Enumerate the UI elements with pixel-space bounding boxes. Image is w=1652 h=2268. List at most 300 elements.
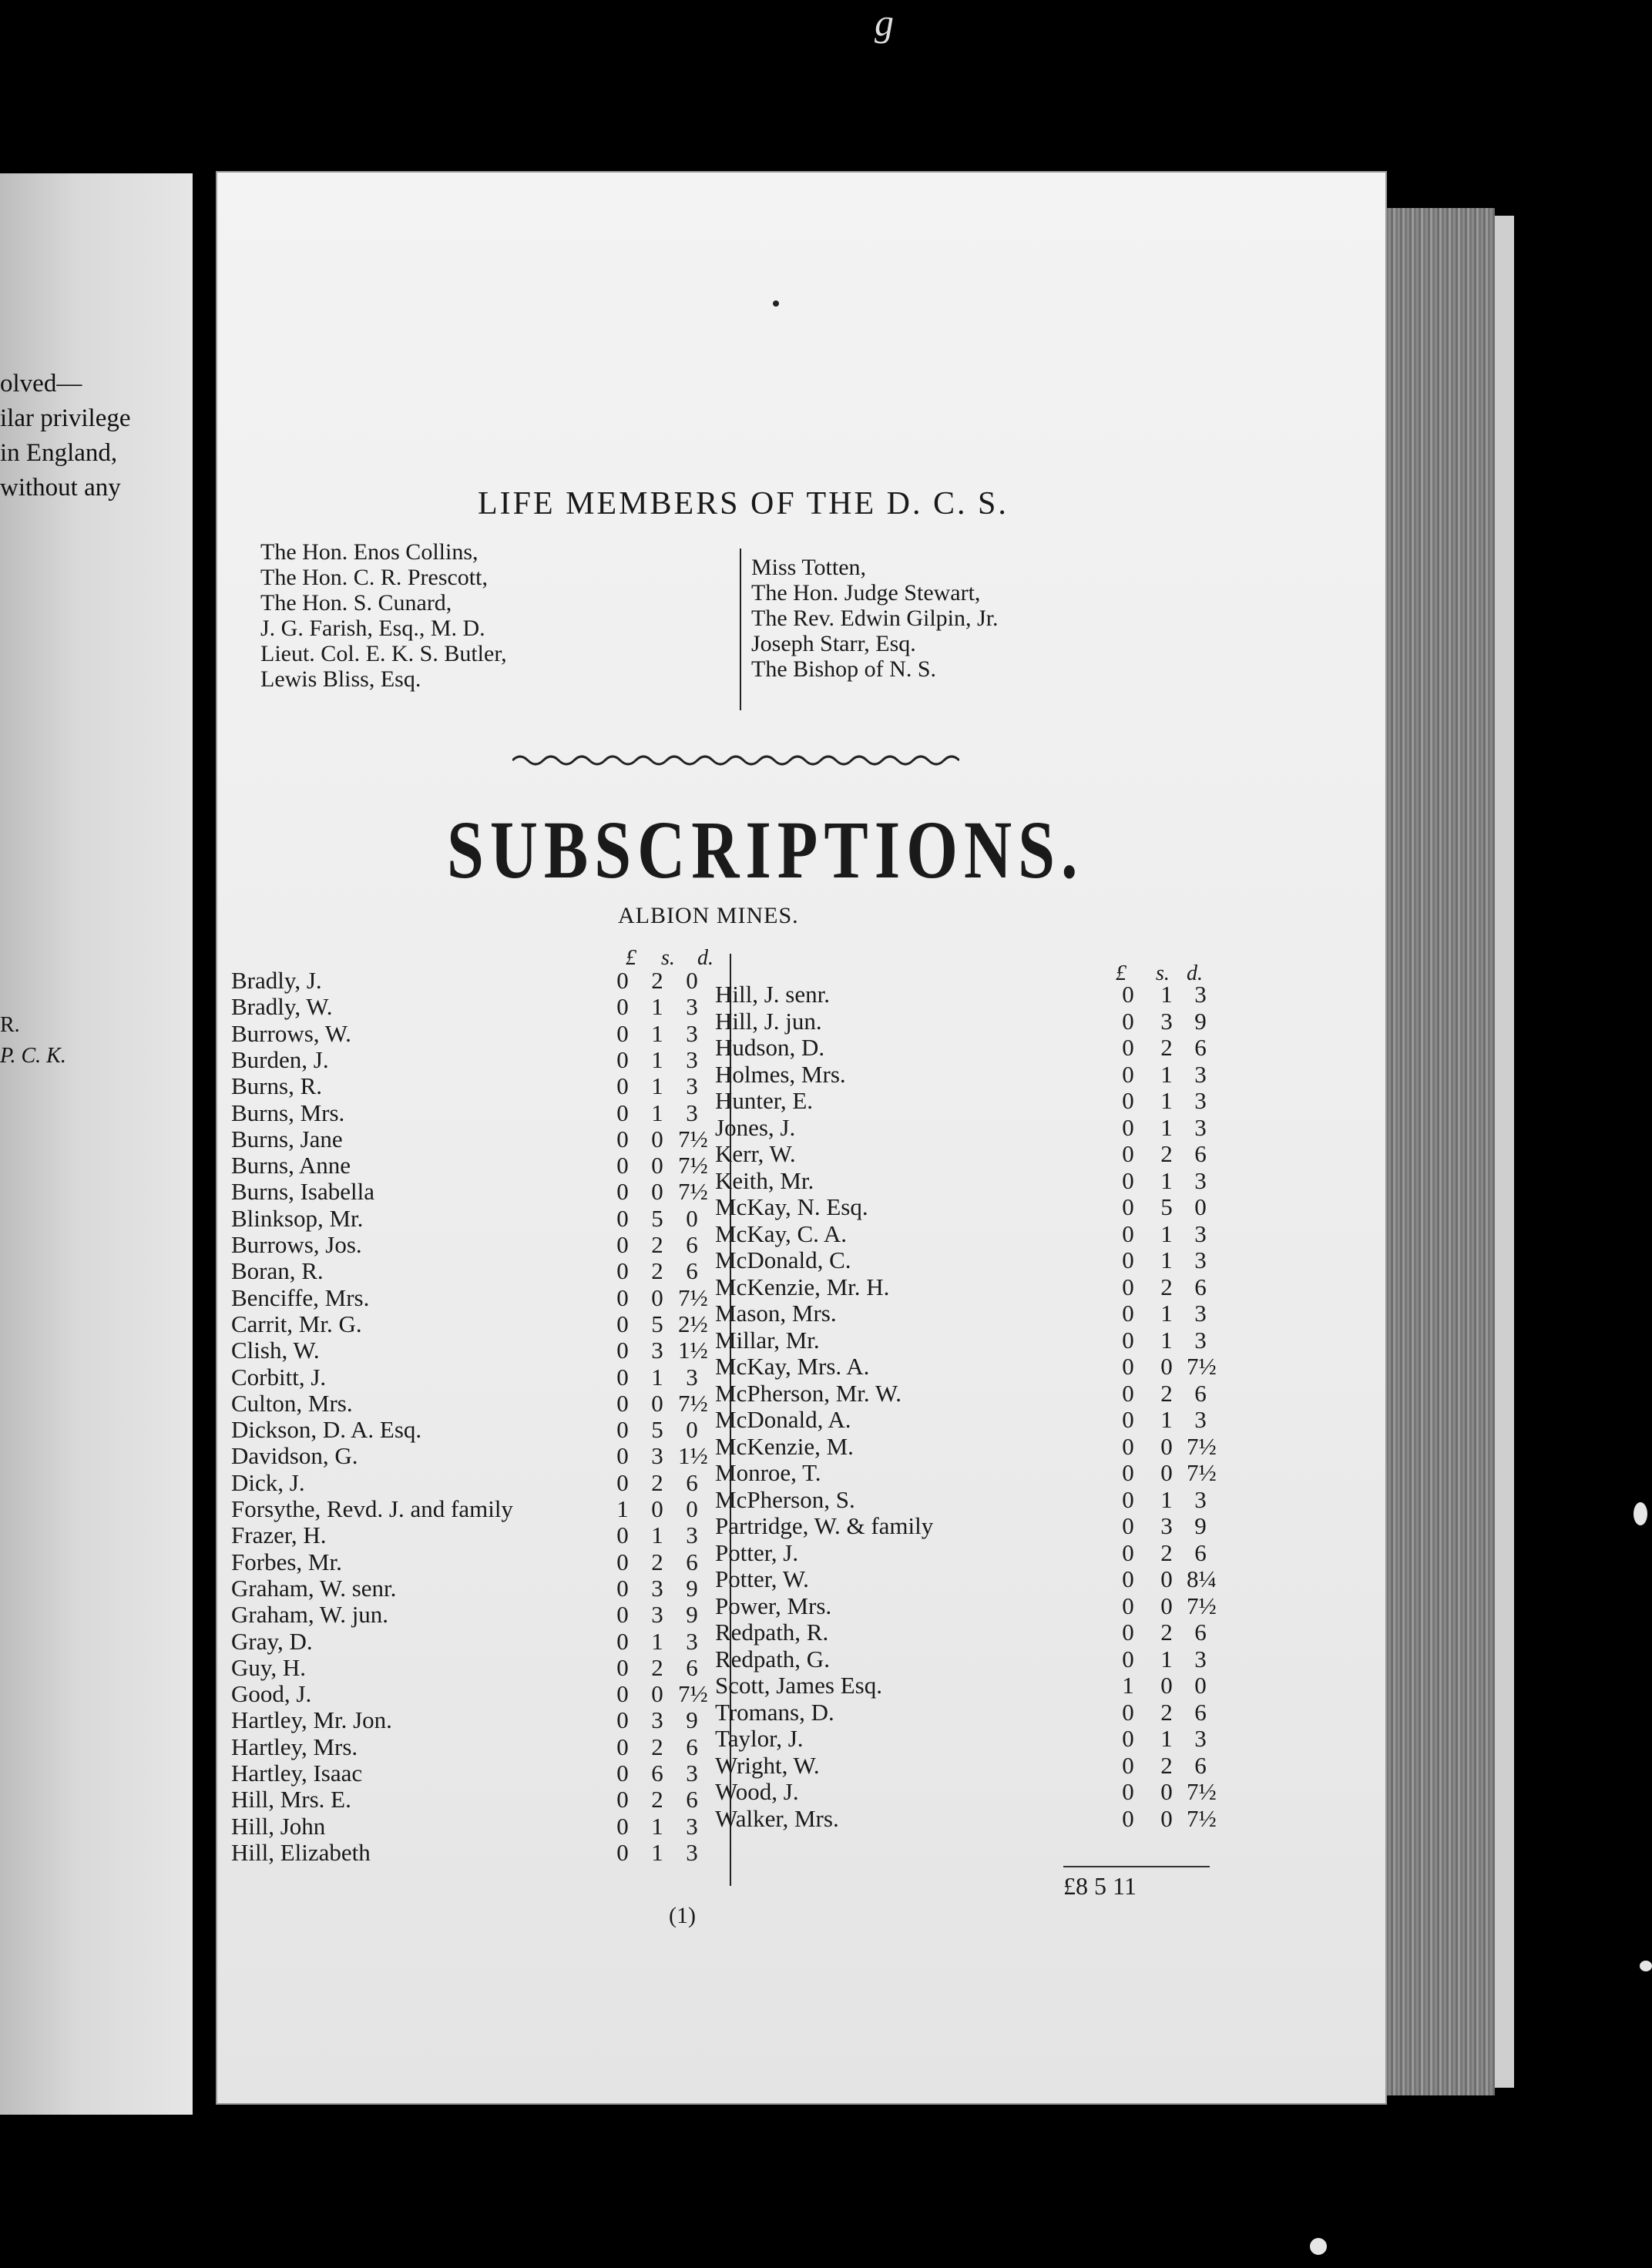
subscriber-name: Redpath, R. bbox=[715, 1619, 829, 1646]
shillings-value: 1 bbox=[1160, 1326, 1173, 1354]
pounds-value: 0 bbox=[1122, 1087, 1134, 1114]
pounds-value: 0 bbox=[616, 1653, 629, 1681]
subscriber-name: Culton, Mrs. bbox=[231, 1389, 353, 1417]
shillings-value: 3 bbox=[1160, 1007, 1173, 1035]
shillings-value: 1 bbox=[651, 1045, 663, 1073]
pence-value: 7½ bbox=[1187, 1459, 1217, 1486]
pence-value: 6 bbox=[1194, 1034, 1207, 1061]
pence-value: 3 bbox=[1194, 1485, 1207, 1513]
pence-value: 3 bbox=[1194, 1220, 1207, 1247]
shillings-value: 0 bbox=[1160, 1432, 1173, 1460]
subscription-row bbox=[715, 1167, 1224, 1193]
pounds-value: 0 bbox=[616, 1257, 629, 1285]
subscriber-name: McKenzie, Mr. H. bbox=[715, 1273, 890, 1300]
subscriber-name: McDonald, C. bbox=[715, 1246, 851, 1273]
shillings-value: 5 bbox=[1160, 1193, 1173, 1220]
subscription-row bbox=[231, 1548, 724, 1575]
pounds-value: 0 bbox=[616, 993, 629, 1021]
pence-value: 9 bbox=[686, 1706, 698, 1734]
pounds-value: 0 bbox=[616, 1812, 629, 1840]
subscriber-name: Forsythe, Revd. J. and family bbox=[231, 1495, 513, 1522]
subscriber-name: Hill, J. jun. bbox=[715, 1007, 822, 1035]
subscription-row bbox=[231, 1337, 724, 1363]
subscription-row bbox=[715, 1380, 1224, 1406]
subscription-row bbox=[715, 1512, 1224, 1538]
pence-value: 3 bbox=[686, 1838, 698, 1866]
shillings-value: 1 bbox=[651, 1363, 663, 1391]
subscriber-name: Burrows, W. bbox=[231, 1019, 351, 1047]
facing-page-text: ilar privilege bbox=[0, 404, 131, 432]
pence-value: 3 bbox=[686, 1812, 698, 1840]
life-member: The Hon. Judge Stewart, bbox=[751, 580, 981, 606]
subscription-row bbox=[231, 1601, 724, 1627]
subscriber-name: Tromans, D. bbox=[715, 1698, 834, 1726]
shillings-value: 1 bbox=[651, 993, 663, 1021]
subscriber-name: McDonald, A. bbox=[715, 1406, 851, 1433]
subscriber-name: Hartley, Isaac bbox=[231, 1760, 363, 1787]
pence-value: 9 bbox=[686, 1574, 698, 1602]
shillings-value: 0 bbox=[1160, 1592, 1173, 1619]
pence-value: 6 bbox=[686, 1257, 698, 1285]
pence-value: 9 bbox=[1194, 1512, 1207, 1539]
subscription-row bbox=[231, 1231, 724, 1257]
pence-value: 6 bbox=[1194, 1140, 1207, 1167]
subscriber-name: Power, Mrs. bbox=[715, 1592, 832, 1619]
subscription-row bbox=[715, 1300, 1224, 1326]
pounds-value: 0 bbox=[616, 1442, 629, 1470]
pounds-value: 0 bbox=[616, 1337, 629, 1364]
subscriptions-title: SUBSCRIPTIONS. bbox=[447, 803, 1084, 896]
pounds-value: 0 bbox=[616, 1706, 629, 1734]
subscription-row bbox=[231, 993, 724, 1019]
subscription-row bbox=[231, 1628, 724, 1654]
pounds-value: 0 bbox=[1122, 1725, 1134, 1752]
shillings-value: 2 bbox=[651, 1786, 663, 1813]
pounds-value: 0 bbox=[616, 1125, 629, 1152]
pounds-value: 0 bbox=[1122, 1300, 1134, 1327]
pence-value: 3 bbox=[1194, 1113, 1207, 1141]
subscriber-name: Good, J. bbox=[231, 1680, 312, 1708]
subscription-row bbox=[231, 1152, 724, 1178]
subscriber-name: McKay, N. Esq. bbox=[715, 1193, 868, 1220]
wavy-rule bbox=[512, 751, 959, 774]
pence-value: 3 bbox=[686, 1019, 698, 1047]
pence-value: 7½ bbox=[678, 1125, 708, 1152]
pence-header: d. bbox=[697, 946, 714, 970]
pounds-value: 0 bbox=[616, 1522, 629, 1549]
shillings-value: 2 bbox=[1160, 1698, 1173, 1726]
subscription-row bbox=[231, 1522, 724, 1548]
subscriber-name: Blinksop, Mr. bbox=[231, 1204, 364, 1232]
book-fore-edge bbox=[1379, 208, 1495, 2095]
life-member: The Hon. C. R. Prescott, bbox=[260, 565, 488, 590]
pence-value: 1½ bbox=[678, 1337, 708, 1364]
pence-value: 3 bbox=[686, 993, 698, 1021]
subscriber-name: Burns, Jane bbox=[231, 1125, 343, 1152]
pounds-value: 0 bbox=[1122, 1140, 1134, 1167]
shillings-value: 3 bbox=[651, 1442, 663, 1470]
shillings-value: 1 bbox=[651, 1627, 663, 1655]
shillings-value: 3 bbox=[651, 1574, 663, 1602]
pounds-value: 0 bbox=[1122, 1459, 1134, 1486]
life-member: J. G. Farish, Esq., M. D. bbox=[260, 616, 485, 641]
pence-value: 7½ bbox=[678, 1680, 708, 1708]
shillings-value: 0 bbox=[651, 1125, 663, 1152]
subscription-row bbox=[231, 1364, 724, 1390]
subscriber-name: Graham, W. jun. bbox=[231, 1601, 389, 1629]
pence-value: 3 bbox=[686, 1760, 698, 1787]
subscription-row bbox=[715, 1619, 1224, 1645]
pence-value: 0 bbox=[686, 967, 698, 994]
shillings-value: 0 bbox=[651, 1495, 663, 1522]
subscriber-name: Hill, J. senr. bbox=[715, 981, 830, 1008]
pencil-mark: g bbox=[875, 1, 894, 44]
subscription-row bbox=[715, 1699, 1224, 1725]
life-member: The Hon. Enos Collins, bbox=[260, 539, 478, 565]
pence-value: 7½ bbox=[1187, 1778, 1217, 1805]
subscriber-name: Potter, W. bbox=[715, 1565, 809, 1592]
shillings-value: 1 bbox=[1160, 1485, 1173, 1513]
pence-value: 7½ bbox=[678, 1389, 708, 1417]
pounds-value: 0 bbox=[1122, 1565, 1134, 1592]
shillings-value: 1 bbox=[651, 1099, 663, 1126]
life-member: Lewis Bliss, Esq. bbox=[260, 666, 421, 692]
shillings-value: 2 bbox=[651, 1548, 663, 1575]
life-members-right-column bbox=[751, 555, 999, 682]
subscriber-name: Walker, Mrs. bbox=[715, 1804, 839, 1832]
subscription-row bbox=[715, 1220, 1224, 1246]
ornament-dot bbox=[773, 300, 779, 307]
film-speck bbox=[1310, 2238, 1327, 2255]
pounds-value: 0 bbox=[1122, 1698, 1134, 1726]
pence-value: 7½ bbox=[1187, 1353, 1217, 1380]
subscription-row bbox=[715, 1486, 1224, 1512]
pounds-value: 0 bbox=[1122, 1060, 1134, 1088]
pounds-value: 0 bbox=[1122, 1619, 1134, 1646]
subscriber-name: Taylor, J. bbox=[715, 1725, 804, 1752]
shillings-value: 1 bbox=[651, 1838, 663, 1866]
pence-value: 7½ bbox=[1187, 1432, 1217, 1460]
life-member: The Rev. Edwin Gilpin, Jr. bbox=[751, 606, 999, 631]
pence-value: 6 bbox=[1194, 1698, 1207, 1726]
film-speck bbox=[1640, 1961, 1652, 1971]
shillings-value: 0 bbox=[651, 1680, 663, 1708]
subscriber-name: Monroe, T. bbox=[715, 1459, 821, 1486]
subscriber-name: Kerr, W. bbox=[715, 1140, 796, 1167]
shillings-header: s. bbox=[661, 946, 675, 970]
subscription-row bbox=[231, 1575, 724, 1601]
pounds-value: 0 bbox=[1122, 1007, 1134, 1035]
subscription-row bbox=[231, 1126, 724, 1152]
pounds-value: 0 bbox=[616, 1838, 629, 1866]
subscription-row bbox=[715, 1327, 1224, 1353]
shillings-value: 0 bbox=[1160, 1804, 1173, 1832]
shillings-value: 2 bbox=[1160, 1140, 1173, 1167]
subscription-row bbox=[231, 1469, 724, 1495]
subscription-row bbox=[715, 1246, 1224, 1273]
subscription-row bbox=[231, 1046, 724, 1072]
pence-value: 9 bbox=[1194, 1007, 1207, 1035]
subscriber-name: Boran, R. bbox=[231, 1257, 324, 1285]
shillings-value: 2 bbox=[651, 967, 663, 994]
shillings-value: 0 bbox=[651, 1389, 663, 1417]
pence-value: 6 bbox=[1194, 1538, 1207, 1566]
subscription-row bbox=[715, 1406, 1224, 1432]
pence-value: 3 bbox=[1194, 1087, 1207, 1114]
subscription-row bbox=[231, 1310, 724, 1337]
subscriber-name: Hill, John bbox=[231, 1812, 326, 1840]
pence-value: 1½ bbox=[678, 1442, 708, 1470]
subscription-row bbox=[715, 1114, 1224, 1140]
subscription-row bbox=[715, 1353, 1224, 1379]
subscriber-name: Burns, Isabella bbox=[231, 1178, 374, 1206]
pounds-value: 0 bbox=[616, 1548, 629, 1575]
subscriber-name: Corbitt, J. bbox=[231, 1363, 327, 1391]
shillings-value: 2 bbox=[651, 1257, 663, 1285]
pounds-value: 0 bbox=[616, 1231, 629, 1258]
subscription-row bbox=[231, 1813, 724, 1839]
pence-value: 3 bbox=[686, 1072, 698, 1100]
subscriber-name: Jones, J. bbox=[715, 1113, 796, 1141]
pence-value: 6 bbox=[686, 1733, 698, 1760]
pounds-value: 0 bbox=[616, 1601, 629, 1629]
subscriber-name: Bradly, W. bbox=[231, 993, 333, 1021]
pence-value: 3 bbox=[1194, 1060, 1207, 1088]
pounds-value: 0 bbox=[616, 1072, 629, 1100]
pounds-value: 0 bbox=[616, 1574, 629, 1602]
shillings-value: 6 bbox=[651, 1760, 663, 1787]
shillings-value: 1 bbox=[1160, 1725, 1173, 1752]
shillings-value: 2 bbox=[651, 1733, 663, 1760]
subscriber-name: Hudson, D. bbox=[715, 1034, 825, 1061]
pounds-value: 0 bbox=[616, 1389, 629, 1417]
pence-value: 6 bbox=[686, 1231, 698, 1258]
subscriber-name: Frazer, H. bbox=[231, 1522, 327, 1549]
pence-value: 3 bbox=[686, 1627, 698, 1655]
pounds-value: 0 bbox=[1122, 1379, 1134, 1407]
pounds-value: 0 bbox=[1122, 1406, 1134, 1433]
pence-value: 0 bbox=[1194, 1672, 1207, 1699]
pounds-value: 0 bbox=[616, 1363, 629, 1391]
life-member: Miss Totten, bbox=[751, 555, 867, 580]
subscriber-name: Holmes, Mrs. bbox=[715, 1060, 846, 1088]
shillings-value: 3 bbox=[651, 1337, 663, 1364]
pence-value: 6 bbox=[1194, 1619, 1207, 1646]
subscriber-name: McPherson, Mr. W. bbox=[715, 1379, 902, 1407]
subscription-row bbox=[231, 967, 724, 993]
shillings-value: 1 bbox=[1160, 1113, 1173, 1141]
subscriber-name: Graham, W. senr. bbox=[231, 1574, 397, 1602]
subscription-row bbox=[715, 1273, 1224, 1300]
subscription-row bbox=[715, 1592, 1224, 1619]
shillings-value: 0 bbox=[1160, 1672, 1173, 1699]
pence-value: 3 bbox=[1194, 1406, 1207, 1433]
pence-value: 3 bbox=[686, 1522, 698, 1549]
pence-value: 7½ bbox=[1187, 1592, 1217, 1619]
shillings-value: 2 bbox=[651, 1653, 663, 1681]
shillings-value: 1 bbox=[1160, 981, 1173, 1008]
subscription-row bbox=[231, 1416, 724, 1442]
subscription-row bbox=[231, 1839, 724, 1865]
subscription-row bbox=[715, 1752, 1224, 1778]
facing-page-text: olved— bbox=[0, 370, 82, 398]
subscriber-name: Scott, James Esq. bbox=[715, 1672, 882, 1699]
subscription-row bbox=[231, 1442, 724, 1468]
shillings-value: 0 bbox=[1160, 1459, 1173, 1486]
subscription-row bbox=[231, 1495, 724, 1522]
subscription-row bbox=[715, 1459, 1224, 1485]
shillings-value: 1 bbox=[1160, 1220, 1173, 1247]
shillings-value: 5 bbox=[651, 1310, 663, 1337]
pounds-value: 0 bbox=[1122, 1432, 1134, 1460]
life-member: The Hon. S. Cunard, bbox=[260, 590, 452, 616]
pounds-value: 0 bbox=[616, 1468, 629, 1496]
subscription-row bbox=[231, 1760, 724, 1786]
pounds-value: 0 bbox=[1122, 1645, 1134, 1672]
shillings-value: 5 bbox=[651, 1204, 663, 1232]
pence-value: 0 bbox=[686, 1416, 698, 1444]
shillings-value: 1 bbox=[1160, 1166, 1173, 1194]
pence-value: 6 bbox=[686, 1468, 698, 1496]
subscriber-name: Dick, J. bbox=[231, 1468, 305, 1496]
pence-value: 9 bbox=[686, 1601, 698, 1629]
total-rule bbox=[1063, 1866, 1210, 1867]
shillings-value: 3 bbox=[651, 1601, 663, 1629]
subscriber-name: Clish, W. bbox=[231, 1337, 320, 1364]
pence-value: 0 bbox=[686, 1495, 698, 1522]
pounds-value: 0 bbox=[616, 1416, 629, 1444]
pounds-value: 0 bbox=[1122, 1326, 1134, 1354]
shillings-value: 1 bbox=[1160, 1087, 1173, 1114]
pence-value: 3 bbox=[1194, 981, 1207, 1008]
pounds-header: £ bbox=[626, 946, 636, 970]
shillings-value: 3 bbox=[651, 1706, 663, 1734]
pounds-value: 0 bbox=[616, 1204, 629, 1232]
subscription-row bbox=[715, 1008, 1224, 1034]
facing-page-text: R. bbox=[0, 1013, 20, 1037]
pounds-value: 0 bbox=[616, 1786, 629, 1813]
pounds-value: 0 bbox=[1122, 1193, 1134, 1220]
subscriber-name: Burrows, Jos. bbox=[231, 1231, 362, 1258]
pounds-value: 0 bbox=[616, 1680, 629, 1708]
life-members-left-column bbox=[260, 539, 507, 692]
shillings-value: 2 bbox=[651, 1468, 663, 1496]
subscriber-name: Bradly, J. bbox=[231, 967, 322, 994]
subscription-row bbox=[231, 1020, 724, 1046]
pence-value: 0 bbox=[686, 1204, 698, 1232]
pence-value: 7½ bbox=[1187, 1804, 1217, 1832]
subscriber-name: McKay, Mrs. A. bbox=[715, 1353, 870, 1380]
subscriber-name: Redpath, G. bbox=[715, 1645, 830, 1672]
pounds-value: 1 bbox=[616, 1495, 629, 1522]
subscription-row bbox=[231, 1706, 724, 1733]
subscriber-name: Gray, D. bbox=[231, 1627, 313, 1655]
pounds-value: 0 bbox=[616, 967, 629, 994]
pence-value: 6 bbox=[1194, 1379, 1207, 1407]
shillings-value: 5 bbox=[651, 1416, 663, 1444]
subscription-row bbox=[715, 1646, 1224, 1672]
shillings-value: 2 bbox=[1160, 1538, 1173, 1566]
pence-value: 3 bbox=[1194, 1166, 1207, 1194]
subscription-row bbox=[715, 1672, 1224, 1698]
shillings-value: 2 bbox=[1160, 1751, 1173, 1779]
pounds-value: 0 bbox=[616, 1760, 629, 1787]
pounds-value: 0 bbox=[1122, 1220, 1134, 1247]
subscriber-name: Mason, Mrs. bbox=[715, 1300, 837, 1327]
subscriber-name: Wright, W. bbox=[715, 1751, 820, 1779]
pence-value: 2½ bbox=[678, 1310, 708, 1337]
film-speck bbox=[1634, 1502, 1647, 1525]
subscriber-name: McKay, C. A. bbox=[715, 1220, 848, 1247]
subscriber-name: Burden, J. bbox=[231, 1045, 329, 1073]
pounds-value: 0 bbox=[1122, 1034, 1134, 1061]
shillings-value: 1 bbox=[651, 1522, 663, 1549]
subscriber-name: Hartley, Mr. Jon. bbox=[231, 1706, 392, 1734]
pence-value: 8¼ bbox=[1187, 1565, 1217, 1592]
pounds-value: 1 bbox=[1122, 1672, 1134, 1699]
subscriber-name: Hill, Elizabeth bbox=[231, 1838, 371, 1866]
subscription-row bbox=[231, 1178, 724, 1204]
subscription-row bbox=[715, 1193, 1224, 1220]
shillings-value: 1 bbox=[1160, 1300, 1173, 1327]
life-member: Lieut. Col. E. K. S. Butler, bbox=[260, 641, 507, 666]
subscriber-name: Keith, Mr. bbox=[715, 1166, 814, 1194]
subscription-row bbox=[715, 1565, 1224, 1592]
shillings-value: 0 bbox=[651, 1283, 663, 1311]
life-member: The Bishop of N. S. bbox=[751, 656, 936, 682]
subscription-row bbox=[231, 1654, 724, 1680]
subscriber-name: Benciffe, Mrs. bbox=[231, 1283, 370, 1311]
shillings-value: 0 bbox=[1160, 1778, 1173, 1805]
subscription-row bbox=[231, 1205, 724, 1231]
pounds-value: 0 bbox=[1122, 1166, 1134, 1194]
shillings-value: 1 bbox=[1160, 1246, 1173, 1273]
shillings-header: s. bbox=[1156, 961, 1170, 985]
facing-page bbox=[0, 173, 193, 2115]
shillings-value: 1 bbox=[1160, 1645, 1173, 1672]
pounds-value: 0 bbox=[1122, 1804, 1134, 1832]
pence-value: 7½ bbox=[678, 1152, 708, 1179]
page-number: (1) bbox=[669, 1903, 696, 1928]
pence-value: 3 bbox=[1194, 1326, 1207, 1354]
subscription-row bbox=[715, 1087, 1224, 1113]
subscription-row bbox=[715, 1539, 1224, 1565]
column-divider bbox=[740, 549, 741, 710]
subscription-row bbox=[715, 1725, 1224, 1751]
subscriber-name: Guy, H. bbox=[231, 1653, 307, 1681]
subscription-row bbox=[231, 1072, 724, 1099]
subscription-row bbox=[231, 1257, 724, 1283]
pence-value: 6 bbox=[1194, 1751, 1207, 1779]
subscription-row bbox=[715, 1034, 1224, 1060]
facing-page-text: P. C. K. bbox=[0, 1044, 66, 1068]
pounds-value: 0 bbox=[1122, 1592, 1134, 1619]
pence-value: 3 bbox=[1194, 1300, 1207, 1327]
pence-value: 6 bbox=[686, 1786, 698, 1813]
subscription-row bbox=[715, 1140, 1224, 1166]
shillings-value: 1 bbox=[651, 1019, 663, 1047]
subscription-row bbox=[715, 1778, 1224, 1804]
pounds-value: 0 bbox=[1122, 1273, 1134, 1300]
subscription-row bbox=[715, 1433, 1224, 1459]
pence-value: 0 bbox=[1194, 1193, 1207, 1220]
subscription-row bbox=[231, 1099, 724, 1126]
subscription-row bbox=[715, 1805, 1224, 1831]
pence-header: d. bbox=[1187, 961, 1203, 985]
pounds-value: 0 bbox=[1122, 1353, 1134, 1380]
pounds-value: 0 bbox=[616, 1310, 629, 1337]
subscription-row bbox=[231, 1284, 724, 1310]
